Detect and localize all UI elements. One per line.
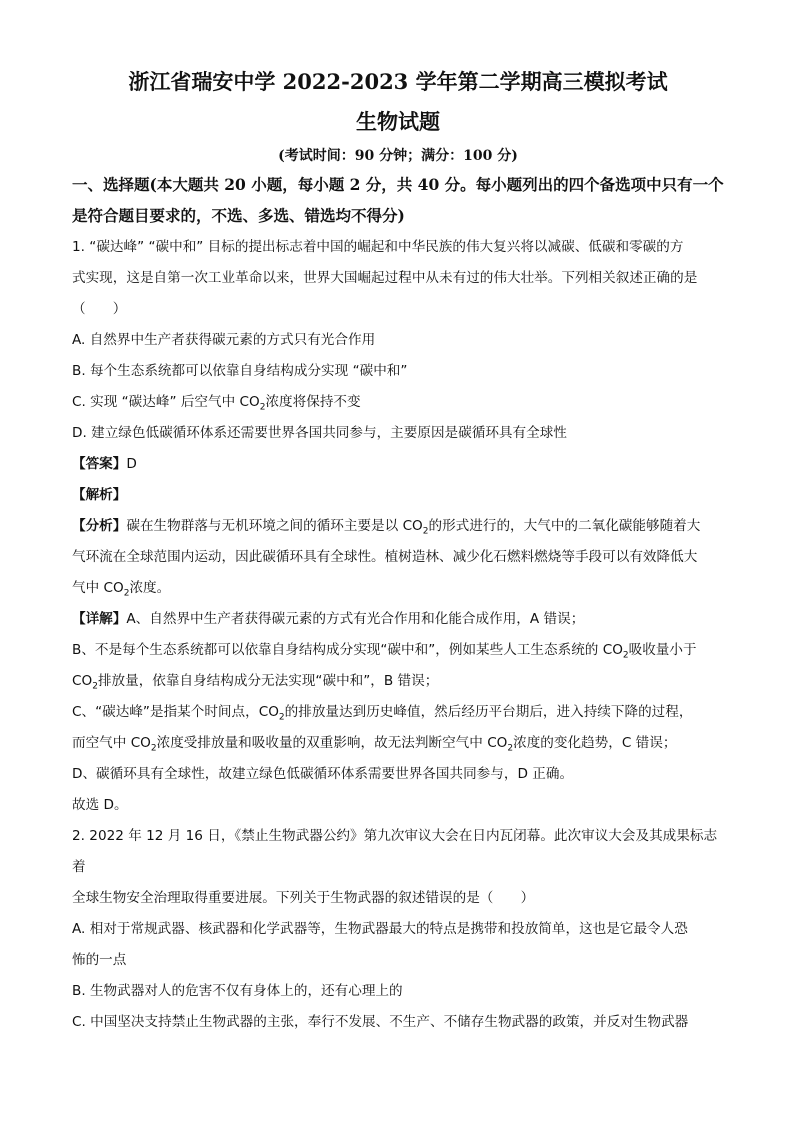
q1-stem-line-3: （ ） xyxy=(72,301,127,317)
q2-stem-line-1: 2. 2022 年 12 月 16 日，《禁止生物武器公约》第九次审议大会在日内瓦闭幕。此次审议大会及其成果标志着 xyxy=(72,828,718,875)
q2-stem-line-2: 全球生物安全治理取得重要进展。下列关于生物武器的叙述错误的是（ ） xyxy=(72,890,535,906)
question-2 xyxy=(72,821,724,1038)
q2-option-b: B. 生物武器对人的危害不仅有身体上的，还有心理上的 xyxy=(72,983,403,999)
exam-subtitle: 生物试题 xyxy=(356,109,440,134)
exam-title: 浙江省瑞安中学 2022-2023 学年第二学期高三模拟考试 xyxy=(128,69,668,94)
answer-tag: 【答案】 xyxy=(72,456,127,472)
q1-fenxi-line-3: 气中 $CO_2$浓度。 xyxy=(72,580,171,599)
section-heading-line-2: 是符合题目要求的，不选、多选、错选均不得分) xyxy=(72,206,405,225)
answer-value: D xyxy=(126,456,137,472)
exam-meta: (考试时间：90 分钟；满分：100 分) xyxy=(278,148,518,164)
q2-option-a-line-2: 怖的一点 xyxy=(72,952,127,968)
q1-answer xyxy=(72,449,724,480)
q1-option-b: B. 每个生态系统都可以依靠自身结构成分实现 “碳中和” xyxy=(72,363,408,379)
q1-option-d: D. 建立绿色低碳循环体系还需要世界各国共同参与，主要原因是碳循环具有全球性 xyxy=(72,425,567,441)
q1-conclusion: 故选 D。 xyxy=(72,797,128,813)
q1-option-c: C. 实现 “碳达峰” 后空气中 $CO_2$浓度将保持不变 xyxy=(72,394,361,413)
q2-option-a-line-1: A. 相对于常规武器、核武器和化学武器等，生物武器最大的特点是携带和投放简单，这也是它最令人恐 xyxy=(72,921,688,937)
q1-xiangjie-a: 【详解】A、自然界中生产者获得碳元素的方式有光合作用和化能合成作用，A 错误； xyxy=(72,611,585,627)
q1-option-a: A. 自然界中生产者获得碳元素的方式只有光合作用 xyxy=(72,332,376,348)
q1-fenxi-line-2: 气环流在全球范围内运动，因此碳循环具有全球性。植树造林、减少化石燃料燃烧等手段可以有效降低大 xyxy=(72,549,698,565)
section-heading xyxy=(72,170,724,230)
q1-xiangjie-c-line-2: 而空气中 $CO_2$浓度受排放量和吸收量的双重影响，故无法判断空气中 $CO_2$浓度的变化趋势，C 错误； xyxy=(72,735,677,754)
q1-stem-line-1: 1. “碳达峰” “碳中和” 目标的提出标志着中国的崛起和中华民族的伟大复兴将以减碳、低碳和零碳的方 xyxy=(72,239,684,255)
section-heading-line-1: 一、选择题(本大题共 20 小题，每小题 2 分，共 40 分。每小题列出的四个备选项中只有一个 xyxy=(72,175,724,194)
q1-xiangjie-b-line-1: B、不是每个生态系统都可以依靠自身结构成分实现“碳中和”，例如某些人工生态系统的 $CO_2$吸收量小于 xyxy=(72,642,697,661)
question-1 xyxy=(72,232,724,821)
q1-fenxi-line-1: 【分析】碳在生物群落与无机环境之间的循环主要是以 $CO_2$的形式进行的，大气中的二氧化碳能够随着大 xyxy=(72,518,701,537)
q1-xiangjie-c-line-1: C、“碳达峰”是指某个时间点，$CO_2$的排放量达到历史峰值，然后经历平台期后，进入持续下降的过程， xyxy=(72,704,693,723)
q2-option-c: C. 中国坚决支持禁止生物武器的主张，奉行不发展、不生产、不储存生物武器的政策，并反对生物武器 xyxy=(72,1014,689,1030)
q1-xiangjie-d: D、碳循环具有全球性，故建立绿色低碳循环体系需要世界各国共同参与，D 正确。 xyxy=(72,766,574,782)
q1-xiangjie-b-line-2: $CO_2$排放量，依靠自身结构成分无法实现“碳中和”，B 错误； xyxy=(72,673,439,692)
q1-analysis-tag: 【解析】 xyxy=(72,487,127,503)
q1-stem-line-2: 式实现，这是自第一次工业革命以来，世界大国崛起过程中从未有过的伟大壮举。下列相关叙述正确的是 xyxy=(72,270,698,286)
